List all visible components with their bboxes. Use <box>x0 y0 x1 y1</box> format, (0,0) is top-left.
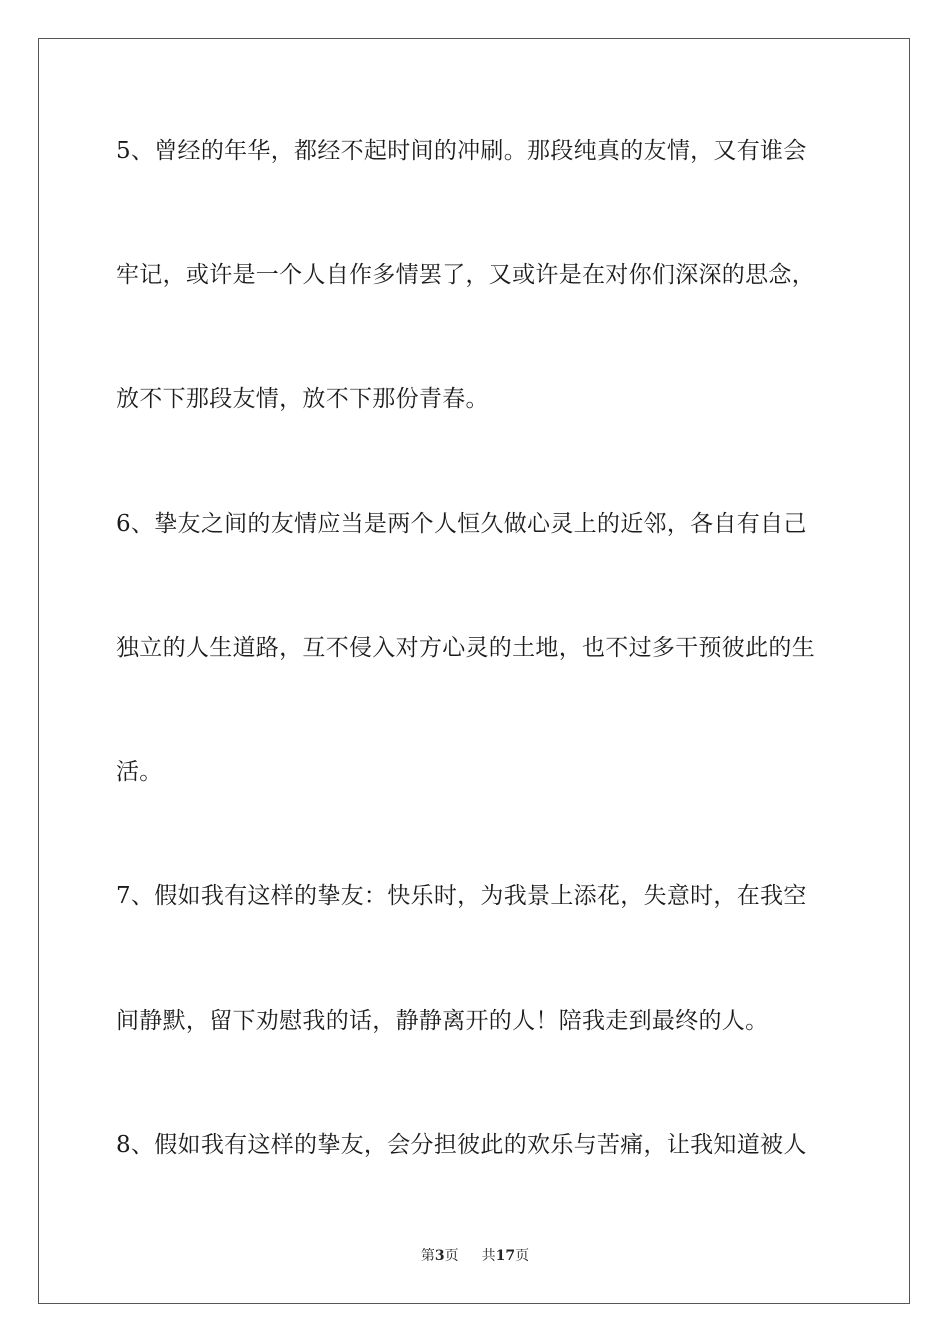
total-pages-number: 17 <box>495 1248 516 1264</box>
text-line: 独立的人生道路，互不侵入对方心灵的土地，也不过多干预彼此的生 <box>116 635 815 661</box>
total-suffix: 页 <box>515 1248 530 1264</box>
text-line: 7、假如我有这样的挚友：快乐时，为我景上添花，失意时，在我空 <box>116 883 807 909</box>
total-prefix: 共 <box>481 1248 496 1264</box>
text-line: 8、假如我有这样的挚友，会分担彼此的欢乐与苦痛，让我知道被人 <box>116 1132 807 1158</box>
text-line: 6、挚友之间的友情应当是两个人恒久做心灵上的近邻，各自有自己 <box>116 511 807 537</box>
text-line: 牢记，或许是一个人自作多情罢了，又或许是在对你们深深的思念， <box>116 262 815 288</box>
text-line: 5、曾经的年华，都经不起时间的冲刷。那段纯真的友情，又有谁会 <box>116 138 807 164</box>
total-pages-label <box>482 1247 529 1265</box>
text-line: 活。 <box>116 759 163 785</box>
page-border <box>38 38 910 1304</box>
page-footer <box>0 1247 950 1265</box>
text-line: 间静默，留下劝慰我的话，静静离开的人！陪我走到最终的人。 <box>116 1008 769 1034</box>
current-page-number: 3 <box>434 1248 445 1264</box>
page-suffix: 页 <box>444 1248 459 1264</box>
page-number-label <box>421 1247 459 1265</box>
text-line: 放不下那段友情，放不下那份青春。 <box>116 386 489 412</box>
page-prefix: 第 <box>420 1248 435 1264</box>
